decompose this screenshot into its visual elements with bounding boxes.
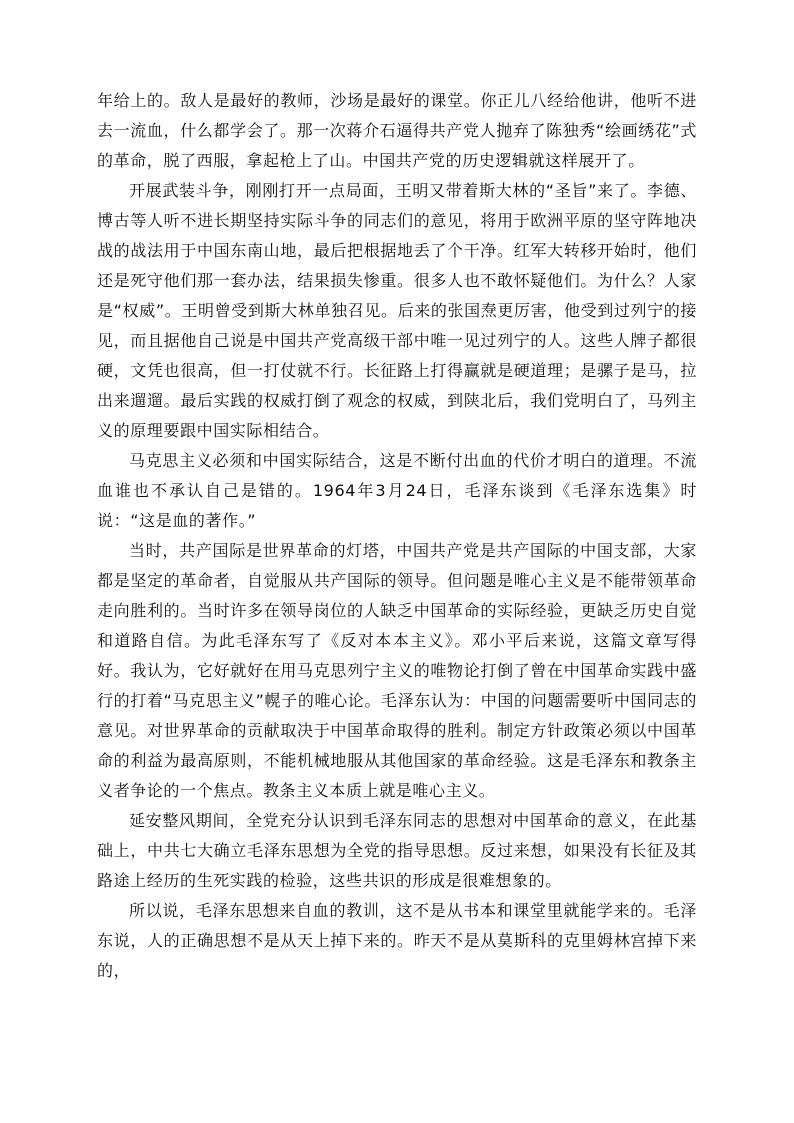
paragraph-1: 年给上的。敌人是最好的教师，沙场是最好的课堂。你正儿八经给他讲，他听不进去一流血，什么都学会了。那一次蒋介石逼得共产党人抛弃了陈独秀“绘画绣花”式的革命，脱了西服，拿起枪上了山。中国共产党的历史逻辑就这样展开了。 [97,91,697,170]
document-body [97,86,697,986]
paragraph-4: 当时，共产国际是世界革命的灯塔，中国共产党是共产国际的中国支部，大家都是坚定的革命者，自觉服从共产国际的领导。但问题是唯心主义是不能带领革命走向胜利的。当时许多在领导岗位的人缺乏中国革命的实际经验，更缺乏历史自觉和道路自信。为此毛泽东写了《反对本本主义》。邓小平后来说，这篇文章写得好。我认为，它好就好在用马克思列宁主义的唯物论打倒了曾在中国革命实践中盛行的打着“马克思主义”幌子的唯心论。毛泽东认为：中国的问题需要听中国同志的意见。对世界革命的贡献取决于中国革命取得的胜利。制定方针政策必须以中国革命的利益为最高原则，不能机械地服从其他国家的革命经验。这是毛泽东和教条主义者争论的一个焦点。教条主义本质上就是唯心主义。 [97,541,697,800]
paragraph-5: 延安整风期间，全党充分认识到毛泽东同志的思想对中国革命的意义，在此基础上，中共七大确立毛泽东思想为全党的指导思想。反过来想，如果没有长征及其路途上经历的生死实践的检验，这些共识的形成是很难想象的。 [97,811,697,890]
paragraph-6: 所以说，毛泽东思想来自血的教训，这不是从书本和课堂里就能学来的。毛泽东说，人的正确思想不是从天上掉下来的。昨天不是从莫斯科的克里姆林宫掉下来的， [97,901,697,980]
paragraph-2: 开展武装斗争，刚刚打开一点局面，王明又带着斯大林的“圣旨”来了。李德、博古等人听不进长期坚持实际斗争的同志们的意见，将用于欧洲平原的坚守阵地决战的战法用于中国东南山地，最后把根据地丢了个干净。红军大转移开始时，他们还是死守他们那一套办法，结果损失惨重。很多人也不敢怀疑他们。为什么？人家是“权威”。王明曾受到斯大林单独召见。后来的张国焘更厉害，他受到过列宁的接见，而且据他自己说是中国共产党高级干部中唯一见过列宁的人。这些人牌子都很硬，文凭也很高，但一打仗就不行。长征路上打得赢就是硬道理；是骡子是马，拉出来遛遛。最后实践的权威打倒了观念的权威，到陕北后，我们党明白了，马列主义的原理要跟中国实际相结合。 [97,181,697,440]
paragraph-3: 马克思主义必须和中国实际结合，这是不断付出血的代价才明白的道理。不流血谁也不承认自己是错的。1964年3月24日，毛泽东谈到《毛泽东选集》时说：“这是血的著作。” [97,451,697,530]
